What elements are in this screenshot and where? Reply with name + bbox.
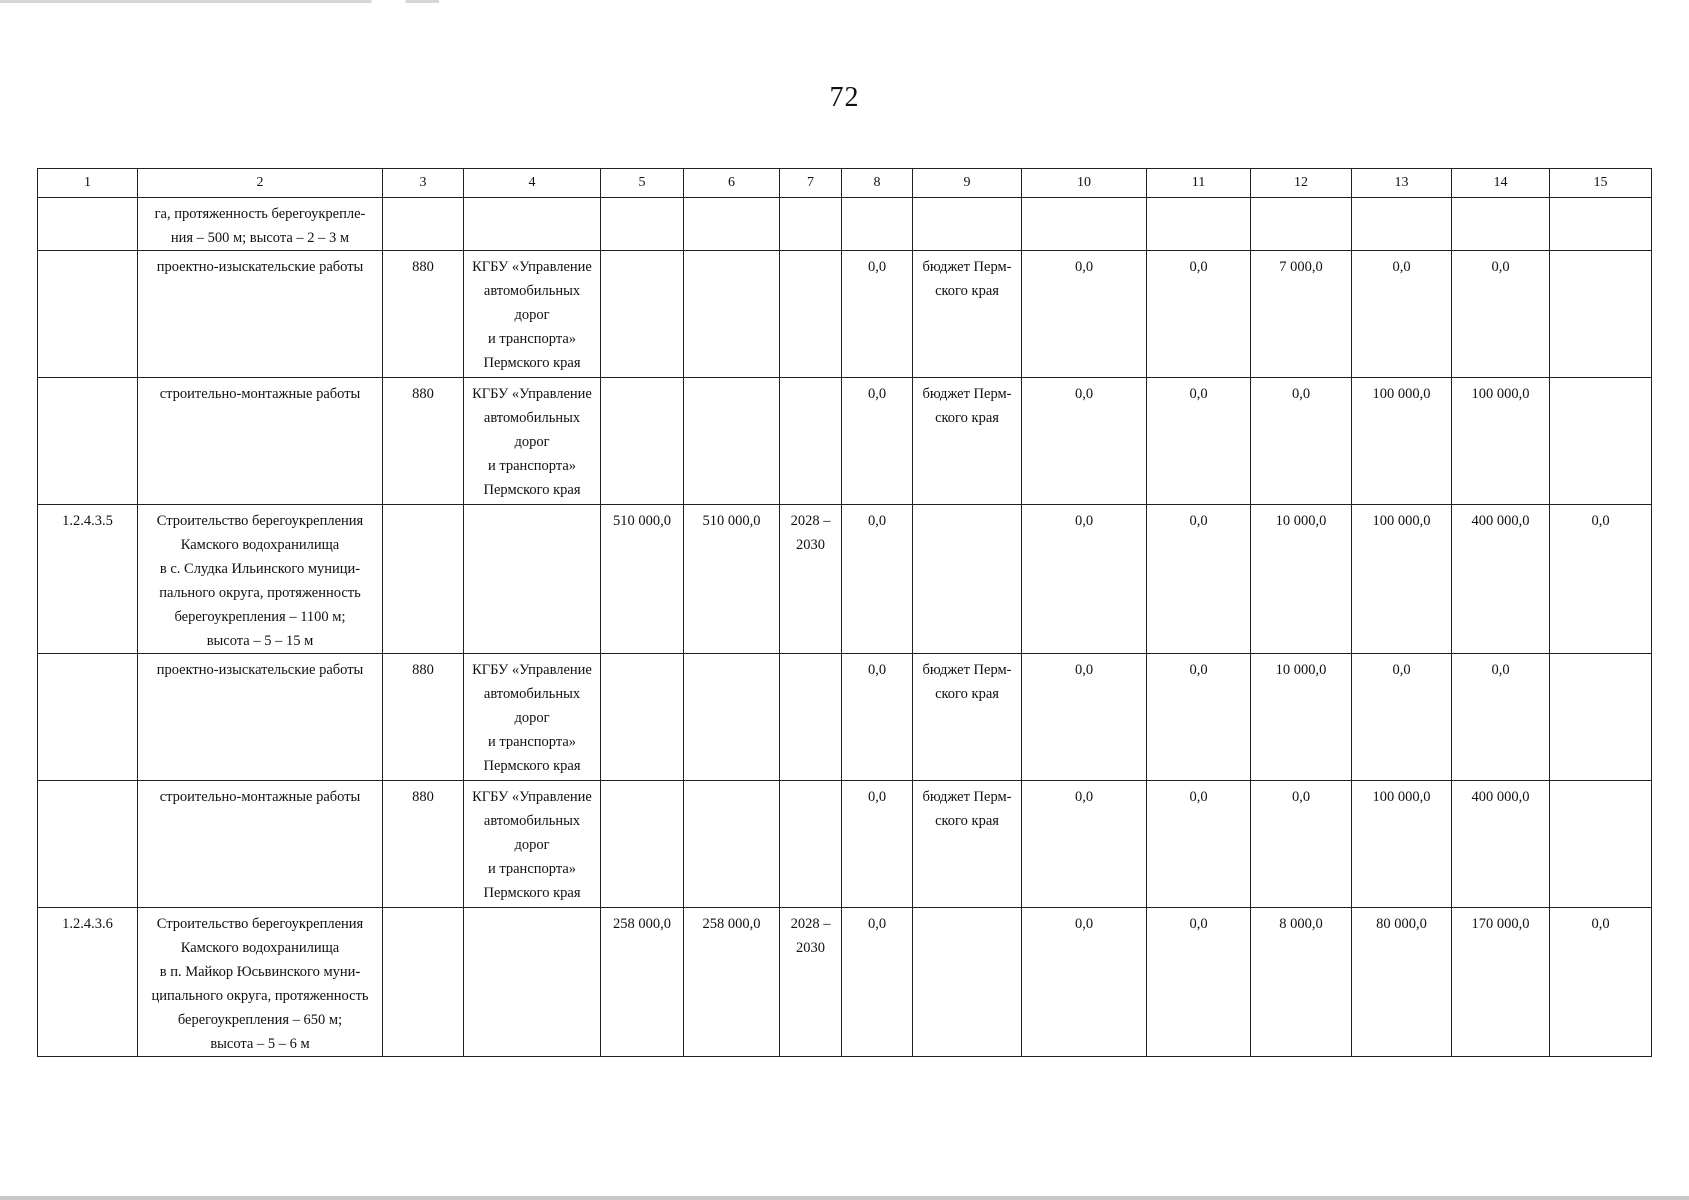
- table-cell: 10 000,0: [1251, 654, 1352, 781]
- table-cell: [464, 198, 601, 251]
- column-header: 9: [913, 169, 1022, 198]
- table-row: [38, 505, 1652, 654]
- table-cell: [38, 654, 138, 781]
- table-cell: 2028 – 2030: [780, 505, 842, 654]
- table-cell: [38, 781, 138, 908]
- table-cell: [601, 198, 684, 251]
- table-cell: [1550, 198, 1652, 251]
- table-cell: 400 000,0: [1452, 781, 1550, 908]
- table-cell: проектно-изыскательские работы: [138, 654, 383, 781]
- table-cell: [780, 198, 842, 251]
- table-cell: 170 000,0: [1452, 908, 1550, 1057]
- table-cell: бюджет Перм- ского края: [913, 781, 1022, 908]
- column-header: 7: [780, 169, 842, 198]
- table-row: [38, 198, 1652, 251]
- table-cell: 0,0: [842, 908, 913, 1057]
- table-cell: 0,0: [842, 781, 913, 908]
- table-cell: [780, 654, 842, 781]
- table-cell: [1550, 378, 1652, 505]
- table-cell: бюджет Перм- ского края: [913, 251, 1022, 378]
- table-cell: 258 000,0: [601, 908, 684, 1057]
- table-cell: КГБУ «Управление автомобильных дорог и транспорта» Пермского края: [464, 654, 601, 781]
- table-cell: бюджет Перм- ского края: [913, 378, 1022, 505]
- table-cell: бюджет Перм- ского края: [913, 654, 1022, 781]
- table-cell: 0,0: [1251, 378, 1352, 505]
- column-header: 1: [38, 169, 138, 198]
- data-table: [37, 168, 1652, 1057]
- table-row: [38, 251, 1652, 378]
- table-cell: строительно-монтажные работы: [138, 378, 383, 505]
- table-cell: [842, 198, 913, 251]
- table-cell: 400 000,0: [1452, 505, 1550, 654]
- table-row: [38, 378, 1652, 505]
- column-header: 3: [383, 169, 464, 198]
- table-cell: 0,0: [1251, 781, 1352, 908]
- column-header: 15: [1550, 169, 1652, 198]
- scan-edge-bottom: [0, 1196, 1689, 1200]
- table-cell: 7 000,0: [1251, 251, 1352, 378]
- table-cell: [684, 378, 780, 505]
- column-header: 2: [138, 169, 383, 198]
- column-header: 4: [464, 169, 601, 198]
- table-cell: 0,0: [1022, 505, 1147, 654]
- table-cell: 1.2.4.3.5: [38, 505, 138, 654]
- table-cell: [1022, 198, 1147, 251]
- table-cell: [38, 378, 138, 505]
- column-header: 8: [842, 169, 913, 198]
- table-cell: 0,0: [1022, 781, 1147, 908]
- table-cell: 880: [383, 378, 464, 505]
- table-cell: КГБУ «Управление автомобильных дорог и транспорта» Пермского края: [464, 781, 601, 908]
- table-row: [38, 908, 1652, 1057]
- table-cell: 0,0: [1352, 654, 1452, 781]
- table-cell: 880: [383, 654, 464, 781]
- table-cell: 0,0: [842, 378, 913, 505]
- table-cell: [780, 378, 842, 505]
- table-cell: 100 000,0: [1352, 378, 1452, 505]
- table-cell: [913, 908, 1022, 1057]
- table-row: [38, 654, 1652, 781]
- table-cell: 0,0: [1147, 505, 1251, 654]
- table-cell: 2028 – 2030: [780, 908, 842, 1057]
- table-cell: 0,0: [1352, 251, 1452, 378]
- table-cell: 1.2.4.3.6: [38, 908, 138, 1057]
- column-header: 6: [684, 169, 780, 198]
- table-cell: 0,0: [1022, 378, 1147, 505]
- table-cell: 258 000,0: [684, 908, 780, 1057]
- table-cell: проектно-изыскательские работы: [138, 251, 383, 378]
- table-cell: [780, 781, 842, 908]
- table-cell: 8 000,0: [1251, 908, 1352, 1057]
- table-cell: Строительство берегоукрепления Камского водохранилища в с. Слудка Ильинского муници- пального округа, протяженность берегоукрепления – 1100 м; высота – 5 – 15 м: [138, 505, 383, 654]
- table-cell: 0,0: [1452, 654, 1550, 781]
- table-cell: 0,0: [1147, 654, 1251, 781]
- table-cell: га, протяженность берегоукрепле- ния – 500 м; высота – 2 – 3 м: [138, 198, 383, 251]
- table-cell: 100 000,0: [1352, 781, 1452, 908]
- table-cell: 880: [383, 251, 464, 378]
- table-cell: [913, 505, 1022, 654]
- scan-edge-top: [0, 0, 1689, 3]
- table-cell: 510 000,0: [601, 505, 684, 654]
- table-cell: [383, 505, 464, 654]
- table-cell: 0,0: [1147, 251, 1251, 378]
- table-cell: [383, 908, 464, 1057]
- table-cell: [601, 781, 684, 908]
- table-cell: [1550, 654, 1652, 781]
- column-header: 13: [1352, 169, 1452, 198]
- table-cell: [1550, 251, 1652, 378]
- table-cell: [1251, 198, 1352, 251]
- table-cell: [913, 198, 1022, 251]
- table-cell: 0,0: [1022, 908, 1147, 1057]
- table-cell: [38, 198, 138, 251]
- column-header: 12: [1251, 169, 1352, 198]
- table-cell: [38, 251, 138, 378]
- table-cell: [1147, 198, 1251, 251]
- table-cell: 10 000,0: [1251, 505, 1352, 654]
- table-cell: 80 000,0: [1352, 908, 1452, 1057]
- table-row: [38, 781, 1652, 908]
- column-header: 11: [1147, 169, 1251, 198]
- table-cell: 0,0: [842, 505, 913, 654]
- table-cell: 0,0: [842, 251, 913, 378]
- table-cell: Строительство берегоукрепления Камского водохранилища в п. Майкор Юсьвинского муни- ципального округа, протяженность берегоукрепления – 650 м; высота – 5 – 6 м: [138, 908, 383, 1057]
- page-number: 72: [829, 82, 860, 113]
- table-cell: 0,0: [1022, 251, 1147, 378]
- table-cell: [1550, 781, 1652, 908]
- table-cell: строительно-монтажные работы: [138, 781, 383, 908]
- column-header: 14: [1452, 169, 1550, 198]
- table-cell: 880: [383, 781, 464, 908]
- table-cell: [601, 654, 684, 781]
- table-cell: 0,0: [1147, 908, 1251, 1057]
- table-cell: КГБУ «Управление автомобильных дорог и транспорта» Пермского края: [464, 251, 601, 378]
- table-cell: 0,0: [1550, 908, 1652, 1057]
- table-cell: 0,0: [1147, 378, 1251, 505]
- table-cell: 100 000,0: [1352, 505, 1452, 654]
- table-cell: [780, 251, 842, 378]
- table-cell: [464, 908, 601, 1057]
- table-cell: [383, 198, 464, 251]
- table-cell: КГБУ «Управление автомобильных дорог и транспорта» Пермского края: [464, 378, 601, 505]
- table-cell: [684, 781, 780, 908]
- header-row: [38, 169, 1652, 198]
- table-cell: 0,0: [1550, 505, 1652, 654]
- column-header: 10: [1022, 169, 1147, 198]
- table-cell: [464, 505, 601, 654]
- table-cell: 0,0: [1147, 781, 1251, 908]
- table-cell: [601, 251, 684, 378]
- table-cell: [684, 654, 780, 781]
- table-cell: 0,0: [842, 654, 913, 781]
- table-cell: 0,0: [1022, 654, 1147, 781]
- table-cell: [1452, 198, 1550, 251]
- column-header: 5: [601, 169, 684, 198]
- table-cell: 510 000,0: [684, 505, 780, 654]
- table-cell: 100 000,0: [1452, 378, 1550, 505]
- table-cell: [684, 198, 780, 251]
- table-cell: [601, 378, 684, 505]
- table-cell: 0,0: [1452, 251, 1550, 378]
- table-cell: [684, 251, 780, 378]
- table-cell: [1352, 198, 1452, 251]
